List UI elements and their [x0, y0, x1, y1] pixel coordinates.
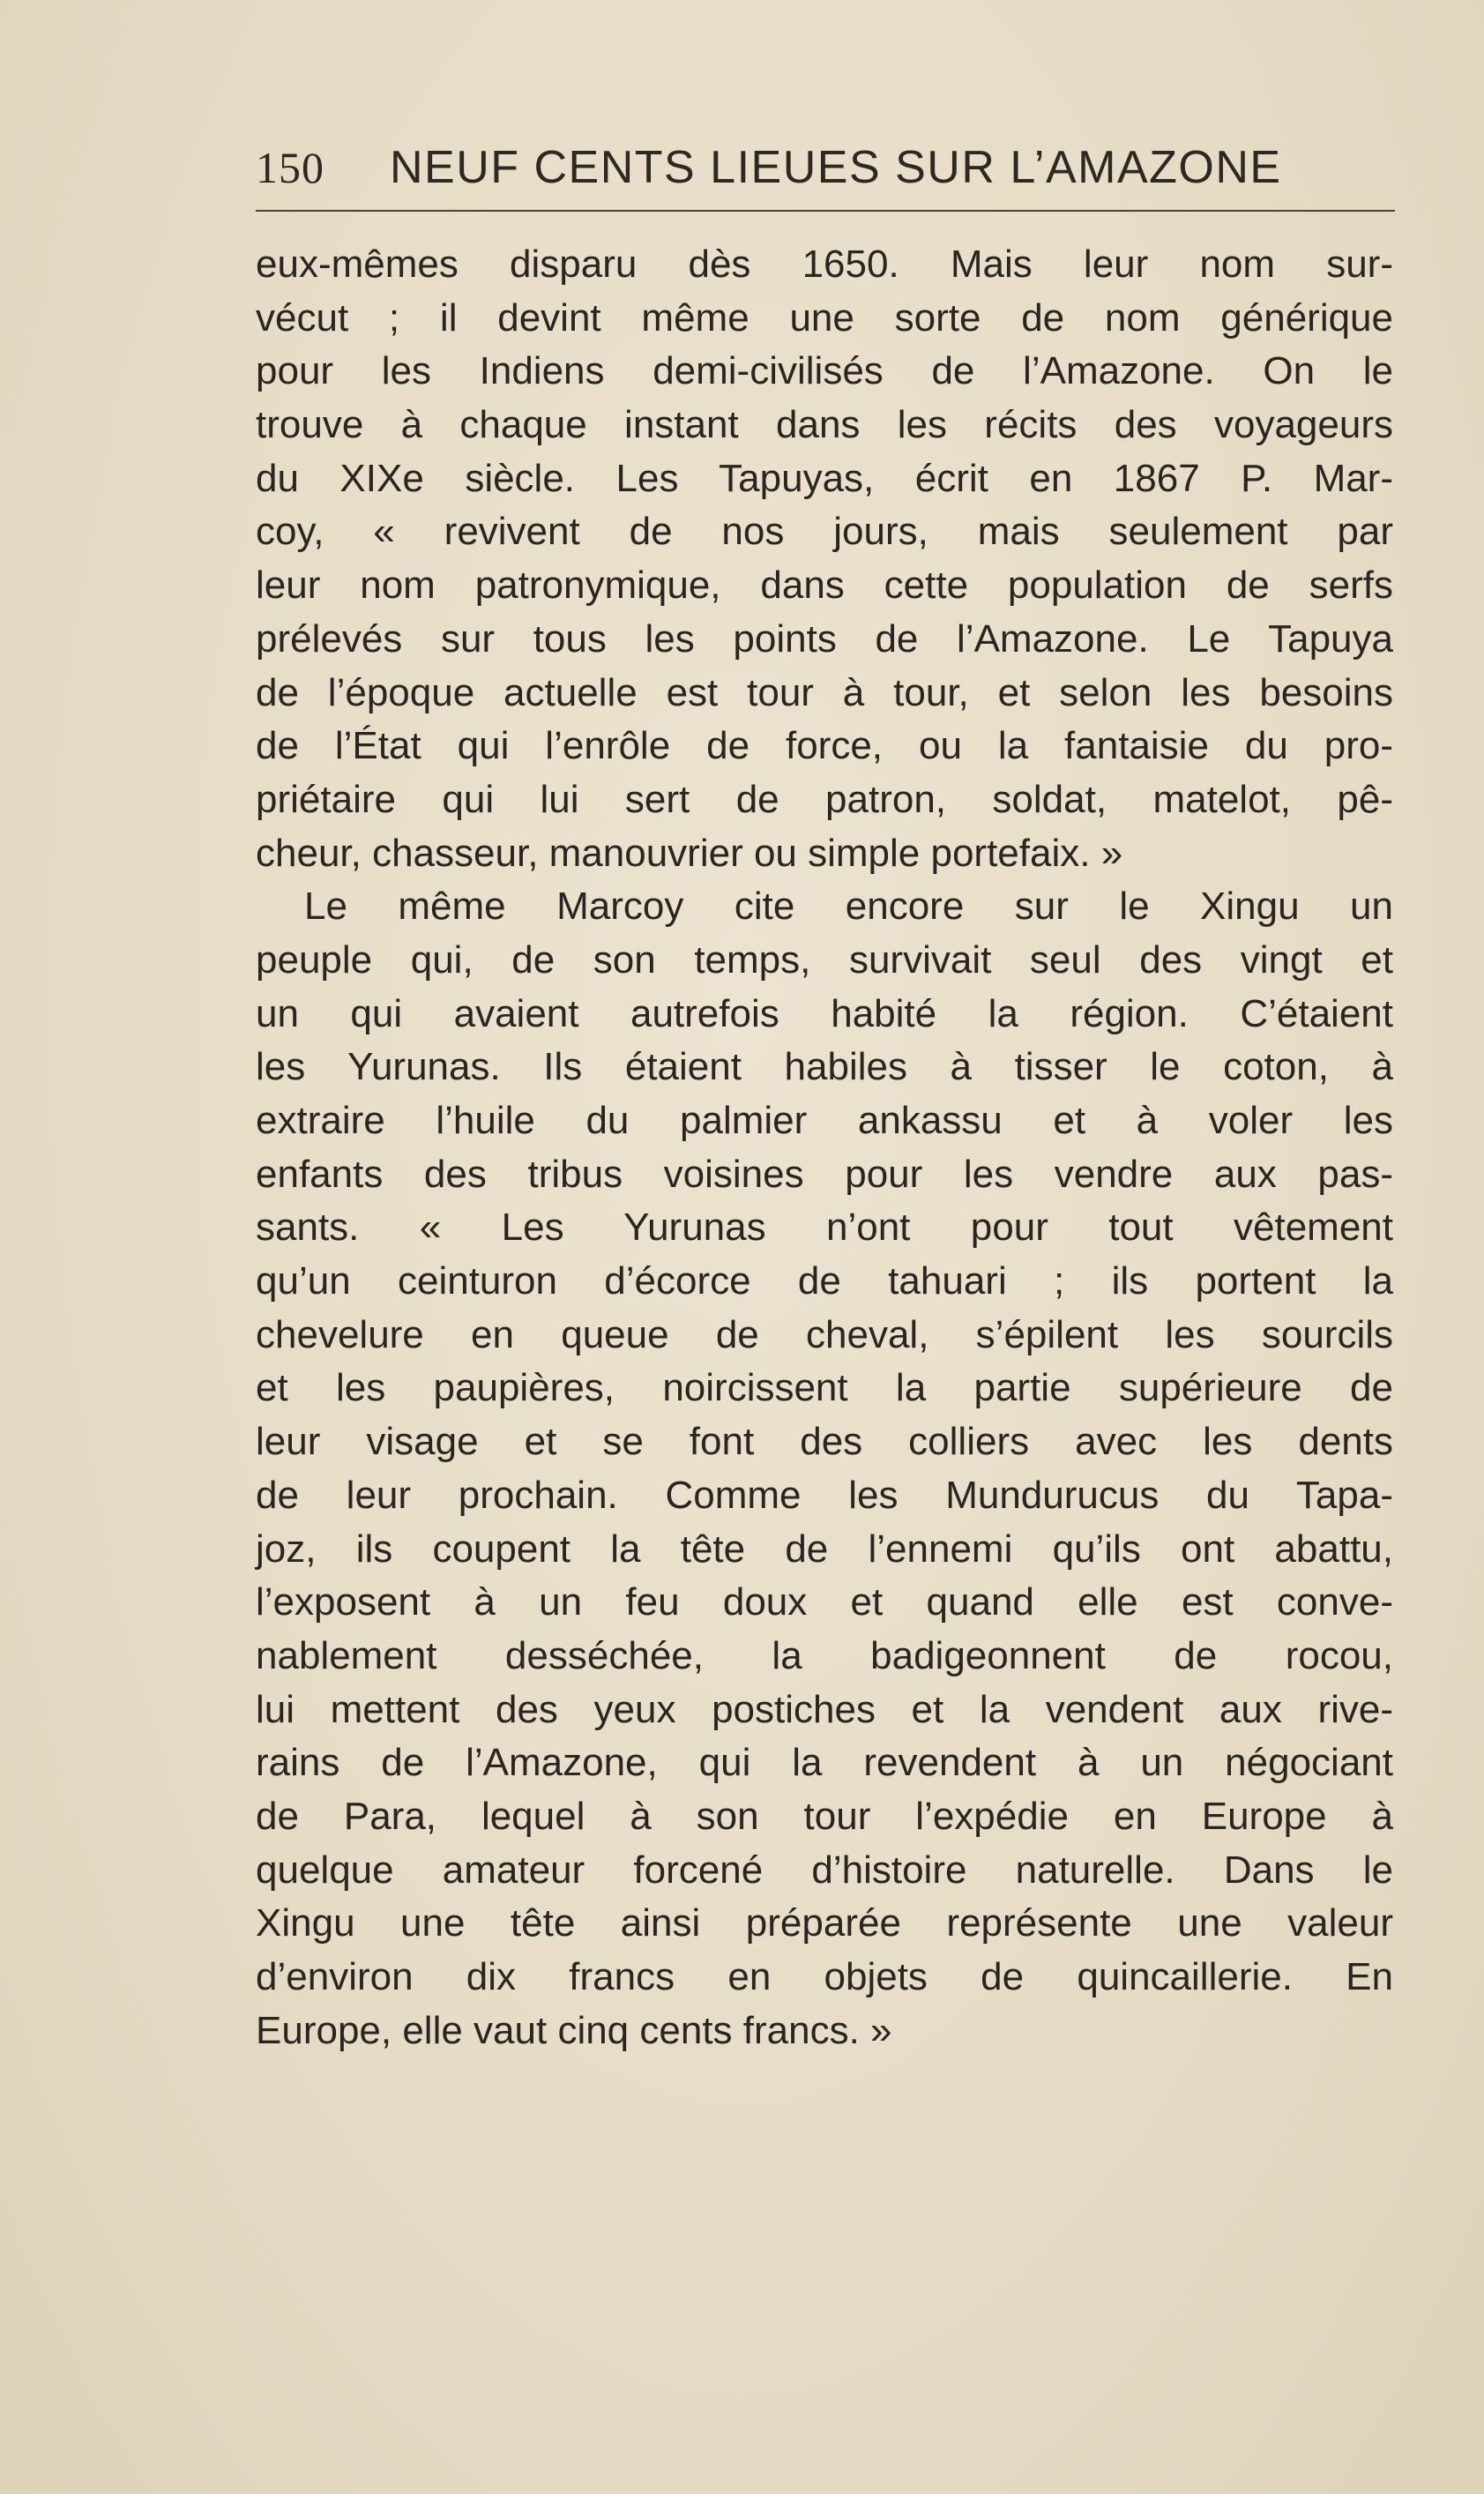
text-line: Xingu une tête ainsi préparée représente une valeur [256, 1901, 1393, 1945]
text-line: chevelure en queue de cheval, s’épilent les sourcils [256, 1312, 1393, 1356]
page-number: 150 [256, 143, 324, 192]
page-header [256, 141, 1393, 194]
text-line: d’environ dix francs en objets de quincaillerie. En [256, 1955, 1393, 1998]
text-line: de leur prochain. Comme les Mundurucus du Tapa- [256, 1473, 1393, 1517]
text-line: de l’État qui l’enrôle de force, ou la fantaisie du pro- [256, 724, 1393, 768]
body-text [256, 238, 1393, 2057]
text-line: eux-mêmes disparu dès 1650. Mais leur nom sur- [256, 243, 1393, 286]
text-line: coy, « revivent de nos jours, mais seulement par [256, 510, 1393, 554]
text-line: peuple qui, de son temps, survivait seul des vingt et [256, 937, 1393, 982]
text-line: rains de l’Amazone, qui la revendent à un négociant [256, 1741, 1393, 1785]
text-line: leur visage et se font des colliers avec les dents [256, 1420, 1393, 1464]
text-line: qu’un ceinturon d’écorce de tahuari ; ils portent la [256, 1259, 1393, 1303]
text-line: un qui avaient autrefois habité la région. C’étaient [256, 991, 1393, 1035]
text-line: pour les Indiens demi-civilisés de l’Amazone. On le [256, 349, 1393, 393]
text-line: quelque amateur forcené d’histoire naturelle. Dans le [256, 1848, 1393, 1892]
text-line: sants. « Les Yurunas n’ont pour tout vêtement [256, 1206, 1393, 1250]
text-line: nablement desséchée, la badigeonnent de rocou, [256, 1633, 1393, 1677]
text-line: extraire l’huile du palmier ankassu et à voler les [256, 1099, 1393, 1142]
text-line: prélevés sur tous les points de l’Amazone. Le Tapuya [256, 616, 1393, 661]
text-line: cheur, chasseur, manouvrier ou simple portefaix. » [256, 831, 1123, 875]
text-line: trouve à chaque instant dans les récits des voyageurs [256, 403, 1393, 447]
text-line: du XIXe siècle. Les Tapuyas, écrit en 1867 P. Mar- [256, 456, 1393, 500]
text-line: lui mettent des yeux postiches et la vendent aux rive- [256, 1687, 1393, 1731]
text-line: Le même Marcoy cite encore sur le Xingu un [304, 885, 1393, 929]
text-line: de Para, lequel à son tour l’expédie en Europe à [256, 1794, 1393, 1838]
header-rule [256, 210, 1395, 212]
text-line: Europe, elle vaut cinq cents francs. » [256, 2008, 892, 2052]
text-line: joz, ils coupent la tête de l’ennemi qu’ils ont abattu, [256, 1527, 1393, 1571]
text-line: et les paupières, noircissent la partie supérieure de [256, 1366, 1393, 1410]
text-line: les Yurunas. Ils étaient habiles à tisser le coton, à [256, 1045, 1393, 1089]
text-line: l’exposent à un feu doux et quand elle est conve- [256, 1580, 1393, 1624]
text-line: priétaire qui lui sert de patron, soldat, matelot, pê- [256, 777, 1393, 821]
text-line: de l’époque actuelle est tour à tour, et selon les besoins [256, 670, 1393, 714]
running-title: NEUF CENTS LIEUES SUR L’AMAZONE [390, 142, 1282, 193]
text-line: leur nom patronymique, dans cette population de serfs [256, 564, 1393, 608]
text-line: vécut ; il devint même une sorte de nom générique [256, 295, 1393, 340]
text-line: enfants des tribus voisines pour les vendre aux pas- [256, 1152, 1393, 1196]
